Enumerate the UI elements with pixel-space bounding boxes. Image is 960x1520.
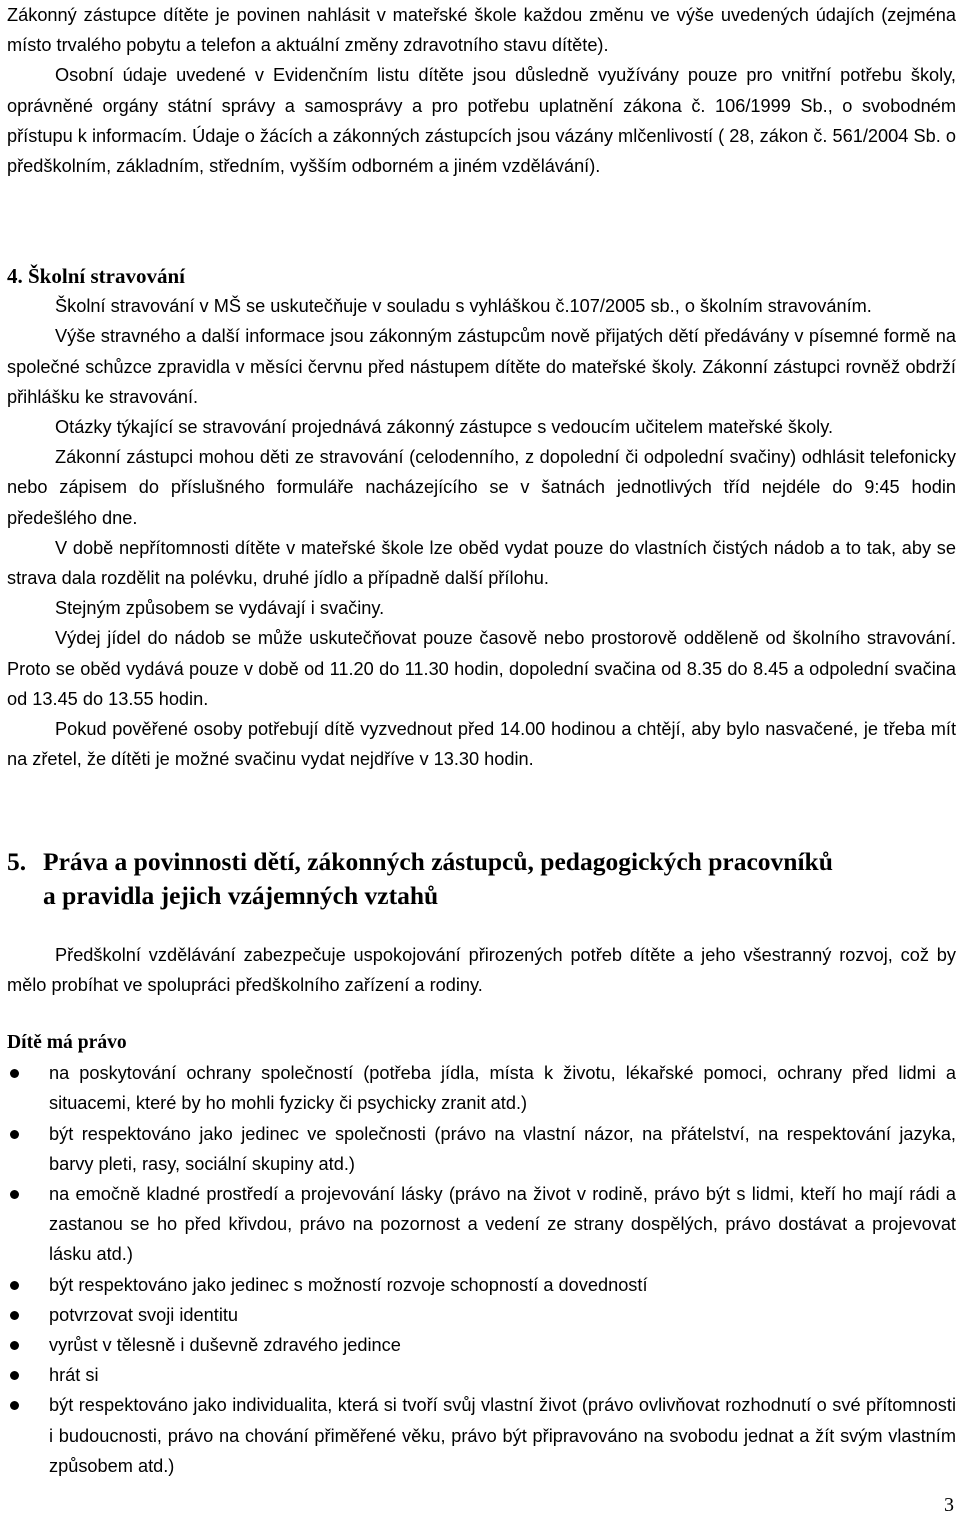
rights-list (7, 1058, 956, 1481)
section-4-paragraph-1: Školní stravování v MŠ se uskutečňuje v souladu s vyhláškou č.107/2005 sb., o školním stravováním. (55, 296, 872, 317)
section-4-paragraph-8: Pokud pověřené osoby potřebují dítě vyzvednout před 14.00 hodinou a chtějí, aby bylo nasvačené, je třeba mít na zřetel, že dítěti je možné svačinu vydat nejdříve v 13.30 hodin. (7, 719, 956, 770)
intro-paragraph-2 (7, 60, 956, 181)
section-4-paragraph-2: Výše stravného a další informace jsou zákonným zástupcům nově přijatých dětí předávány v písemné formě na společné schůzce zpravidla v měsíci červnu před nástupem dítěte do mateřské školy. Zákonní zástupci rovněž obdrží přihlášku ke stravování. (7, 326, 956, 407)
list-item: hrát si (7, 1360, 956, 1390)
section-5-number: 5. (7, 847, 27, 876)
section-5-heading-block (7, 845, 956, 913)
section-5-body (7, 940, 956, 1000)
intro-paragraph-1: Zákonný zástupce dítěte je povinen nahlásit v mateřské škole každou změnu ve výše uvedených údajích (zejména místo trvalého pobytu a telefon a aktuální změny zdravotního stavu dítěte). (7, 5, 956, 56)
bullet-icon (10, 1341, 19, 1350)
bullet-icon (10, 1190, 19, 1199)
bullet-icon (10, 1401, 19, 1410)
section-4-paragraph-5: V době nepřítomnosti dítěte v mateřské škole lze oběd vydat pouze do vlastních čistých nádob a to tak, aby se strava dala rozdělit na polévku, druhé jídlo a případně další přílohu. (7, 537, 956, 589)
rights-heading: Dítě má právo (7, 1032, 127, 1053)
section-5-title-line-2: a pravidla jejich vzájemných vztahů (43, 881, 439, 910)
bullet-icon (10, 1281, 19, 1290)
intro-block (7, 0, 956, 181)
section-4-paragraph-7: Výdej jídel do nádob se může uskutečňovat pouze časově nebo prostorově odděleně od školního stravování. Proto se oběd vydává pouze v době od 11.20 do 11.30 hodin, dopolední svačina od 8.35 do 8.45 a odpolední svačina od 13.45 do 13.55 hodin. (7, 628, 956, 709)
section-4-paragraph-3: Otázky týkající se stravování projednává zákonný zástupce s vedoucím učitelem mateřské školy. (55, 417, 834, 438)
list-item: být respektováno jako individualita, která si tvoří svůj vlastní život (právo ovlivňovat rozhodnutí o své přítomnosti i budoucnosti, právo na chování přiměřené věku, právo být připravováno na svobodu jednat a žít svým vlastním způsobem atd.) (7, 1390, 956, 1481)
section-5-heading (7, 845, 956, 913)
bullet-icon (10, 1311, 19, 1320)
bullet-icon (10, 1371, 19, 1380)
intro-paragraph-2-lead: Osobní údaje uvedené v Evidenčním listu dítěte jsou důsledně využívány pouze pro vnitřní potřebu školy, oprávněné orgány státní správy a samosprávy a pro potřebu uplatnění zákona č. 106/1999 Sb., o svobodném přístupu k informacím. (7, 65, 956, 146)
list-item: na poskytování ochrany společností (potřeba jídla, místa k životu, lékařské pomoci, ochrany před lidmi a situacemi, které by ho mohli fyzicky či psychicky zranit atd.) (7, 1058, 956, 1118)
section-5-paragraph-1: Předškolní vzdělávání zabezpečuje uspokojování přirozených potřeb dítěte a jeho všestranný rozvoj, což by mělo probíhat ve spolupráci předškolního zařízení a rodiny. (7, 945, 956, 996)
list-item: být respektováno jako jedinec s možností rozvoje schopností a dovedností (7, 1270, 956, 1300)
section-5-title-line-1: Práva a povinnosti dětí, zákonných zástupců, pedagogických pracovníků (43, 847, 833, 876)
section-4-paragraph-4: Zákonní zástupci mohou děti ze stravování (celodenního, z dopolední či odpolední svačiny) odhlásit telefonicky nebo zápisem do příslušného formuláře nacházejícího se v šatnách jednotlivých tříd nejdéle do 9:45 hodin předešlého dne. (7, 447, 956, 528)
list-item: vyrůst v tělesně i duševně zdravého jedince (7, 1330, 956, 1360)
section-4 (7, 261, 956, 774)
section-4-title: Školní stravování (28, 264, 185, 288)
page-number: 3 (944, 1494, 954, 1516)
bullet-icon (10, 1069, 19, 1078)
section-4-paragraph-6: Stejným způsobem se vydávají i svačiny. (55, 598, 385, 619)
section-4-heading (7, 261, 956, 291)
bullet-icon (10, 1130, 19, 1139)
rights-block (7, 1028, 956, 1481)
intro-paragraph-2-tail: Údaje o žácích a zákonných zástupcích jsou vázány mlčenlivostí ( 28, zákon č. 561/2004 Sb. o předškolním, základním, středním, vyšším odborném a jiném vzdělávání). (7, 125, 956, 177)
section-4-number: 4. (7, 264, 23, 288)
list-item: potvrzovat svoji identitu (7, 1300, 956, 1330)
list-item: na emočně kladné prostředí a projevování lásky (právo na život v rodině, právo být s lidmi, kteří ho mají rádi a zastanou se ho před křivdou, právo na pozornost a vedení ze strany dospělých, právo dostávat a projevovat lásku atd.) (7, 1179, 956, 1270)
list-item: být respektováno jako jedinec ve společnosti (právo na vlastní názor, na přátelství, na respektování jazyka, barvy pleti, rasy, sociální skupiny atd.) (7, 1119, 956, 1179)
